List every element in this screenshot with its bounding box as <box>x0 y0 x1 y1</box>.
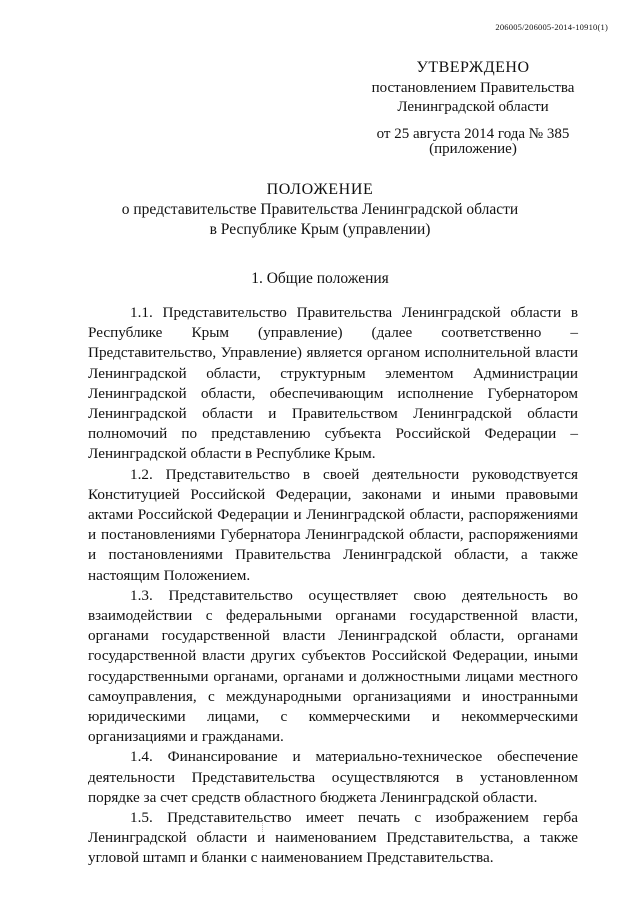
document-title: ПОЛОЖЕНИЕ <box>266 181 374 198</box>
document-subtitle-line-1: о представительстве Правительства Ленинградской области <box>121 201 519 218</box>
approval-heading: УТВЕРЖДЕНО <box>416 59 530 76</box>
approval-block <box>358 58 588 159</box>
document-body <box>88 303 578 869</box>
approval-appendix: (приложение) <box>429 141 517 157</box>
paragraph-1-3: 1.3. Представительство осуществляет свою деятельность во взаимодействии с федеральными органами государственной власти, органами государственной власти Ленинградской области, органами государственной власти других субъектов Российской Федерации, иными государственными органами, органами и должностными лицами местного самоуправления, с международными организациями и иностранными юридическими лицами, с коммерческими и некоммерческими организациями и гражданами. <box>88 586 578 746</box>
scan-mark <box>262 818 265 832</box>
paragraph-1-5: 1.5. Представительство имеет печать с изображением герба Ленинградской области и наименованием Представительства, а также угловой штамп и бланки с наименованием Представительства. <box>88 809 578 867</box>
paragraph-1-2: 1.2. Представительство в своей деятельности руководствуется Конституцией Российской Федерации, законами и иными правовыми актами Российской Федерации и Ленинградской области, распоряжениями и постановлениями Губернатора Ленинградской области, распоряжениями и постановлениями Правительства Ленинградской области, а также настоящим Положением. <box>88 465 578 584</box>
document-subtitle-line-2: в Республике Крым (управлении) <box>209 221 431 238</box>
approval-line-1: постановлением Правительства <box>371 80 575 96</box>
section-heading: 1. Общие положения <box>251 270 389 287</box>
paragraph-1-1: 1.1. Представительство Правительства Ленинградской области в Республике Крым (управление) (далее соответственно – Представительство, Управление) является органом исполнительной власти Ленинградской области, структурным элементом Администрации Ленинградской области, обеспечивающим исполнение Губернатором Ленинградской области и Правительством Ленинградской области полномочий по представлению субъекта Российской Федерации – Ленинградской области в Республике Крым. <box>88 304 578 463</box>
approval-line-2: Ленинградской области <box>397 99 549 115</box>
document-number: 206005/206005-2014-10910(1) <box>495 22 608 32</box>
approval-date: от 25 августа 2014 года № 385 <box>376 126 570 142</box>
document-title-block <box>0 180 640 240</box>
paragraph-1-4: 1.4. Финансирование и материально-техническое обеспечение деятельности Представительства осуществляются в установленном порядке за счет средств областного бюджета Ленинградской области. <box>88 748 578 806</box>
